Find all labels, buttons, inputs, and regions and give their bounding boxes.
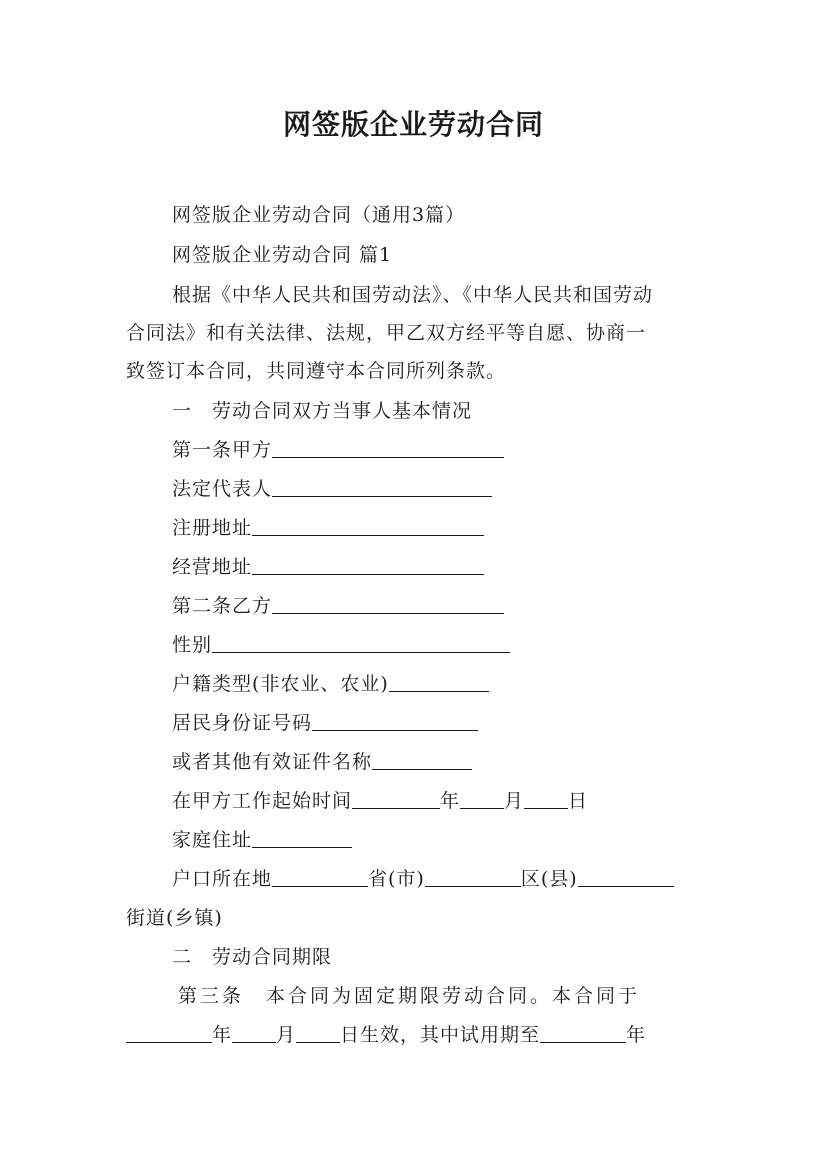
month-label: 月 bbox=[276, 1024, 297, 1046]
province-blank[interactable] bbox=[272, 867, 368, 887]
other-id-row bbox=[172, 747, 472, 774]
district-blank[interactable] bbox=[425, 867, 521, 887]
gender-label: 性别 bbox=[172, 634, 213, 656]
start-day-blank[interactable] bbox=[524, 789, 568, 809]
intro-line-2: 合同法》和有关法律、法规，甲乙双方经平等自愿、协商一 bbox=[126, 322, 647, 344]
reg-address-label: 注册地址 bbox=[172, 517, 253, 539]
biz-address-row bbox=[172, 552, 484, 579]
legal-rep-row bbox=[172, 474, 492, 501]
party-a-label: 第一条甲方 bbox=[172, 439, 273, 461]
home-address-row bbox=[172, 825, 352, 852]
home-address-blank[interactable] bbox=[252, 828, 352, 848]
street-blank[interactable] bbox=[578, 867, 674, 887]
day-label: 日 bbox=[568, 790, 589, 812]
start-year-blank[interactable] bbox=[352, 789, 440, 809]
legal-rep-blank[interactable] bbox=[272, 477, 492, 497]
subtitle: 网签版企业劳动合同（通用3篇） bbox=[172, 204, 466, 226]
month-label: 月 bbox=[504, 790, 525, 812]
reg-address-row bbox=[172, 513, 484, 540]
district-label: 区(县) bbox=[520, 868, 578, 890]
id-number-label: 居民身份证号码 bbox=[172, 712, 313, 734]
year-label: 年 bbox=[626, 1024, 647, 1046]
id-number-row bbox=[172, 708, 478, 735]
effective-year-blank[interactable] bbox=[126, 1023, 212, 1043]
party-a-blank[interactable] bbox=[272, 438, 504, 458]
year-label: 年 bbox=[212, 1024, 233, 1046]
start-time-label: 在甲方工作起始时间 bbox=[172, 790, 353, 812]
year-label: 年 bbox=[440, 790, 461, 812]
article-3-line-1: 第三条 本合同为固定期限劳动合同。本合同于 bbox=[178, 985, 641, 1007]
street-label: 街道(乡镇) bbox=[126, 907, 223, 929]
party-b-label: 第二条乙方 bbox=[172, 595, 273, 617]
party-b-blank[interactable] bbox=[272, 594, 504, 614]
id-number-blank[interactable] bbox=[312, 711, 478, 731]
effective-month-blank[interactable] bbox=[232, 1023, 276, 1043]
hukou-type-label: 户籍类型(非农业、农业) bbox=[172, 673, 389, 695]
other-id-label: 或者其他有效证件名称 bbox=[172, 751, 373, 773]
article-3-line-2 bbox=[126, 1020, 646, 1047]
other-id-blank[interactable] bbox=[372, 750, 472, 770]
gender-blank[interactable] bbox=[212, 633, 510, 653]
intro-line-1: 根据《中华人民共和国劳动法》、《中华人民共和国劳动 bbox=[172, 284, 654, 306]
section-1-heading: 一 劳动合同双方当事人基本情况 bbox=[172, 400, 473, 422]
province-label: 省(市) bbox=[368, 868, 425, 890]
section-2-heading: 二 劳动合同期限 bbox=[172, 946, 333, 968]
start-month-blank[interactable] bbox=[460, 789, 504, 809]
legal-rep-label: 法定代表人 bbox=[172, 478, 273, 500]
document-title: 网签版企业劳动合同 bbox=[282, 108, 544, 141]
start-time-row bbox=[172, 786, 588, 813]
hukou-location-row bbox=[172, 864, 674, 891]
hukou-type-row bbox=[172, 669, 489, 696]
biz-address-label: 经营地址 bbox=[172, 556, 253, 578]
party-a-row bbox=[172, 435, 504, 462]
party-b-row bbox=[172, 591, 504, 618]
intro-line-3: 致签订本合同，共同遵守本合同所列条款。 bbox=[126, 360, 507, 382]
gender-row bbox=[172, 630, 510, 657]
home-address-label: 家庭住址 bbox=[172, 829, 253, 851]
hukou-location-label: 户口所在地 bbox=[172, 868, 273, 890]
effective-text: 日生效，其中试用期至 bbox=[340, 1024, 541, 1046]
biz-address-blank[interactable] bbox=[252, 555, 484, 575]
hukou-type-blank[interactable] bbox=[389, 672, 489, 692]
reg-address-blank[interactable] bbox=[252, 516, 484, 536]
probation-year-blank[interactable] bbox=[540, 1023, 626, 1043]
part-heading: 网签版企业劳动合同 篇1 bbox=[172, 244, 393, 266]
effective-day-blank[interactable] bbox=[296, 1023, 340, 1043]
